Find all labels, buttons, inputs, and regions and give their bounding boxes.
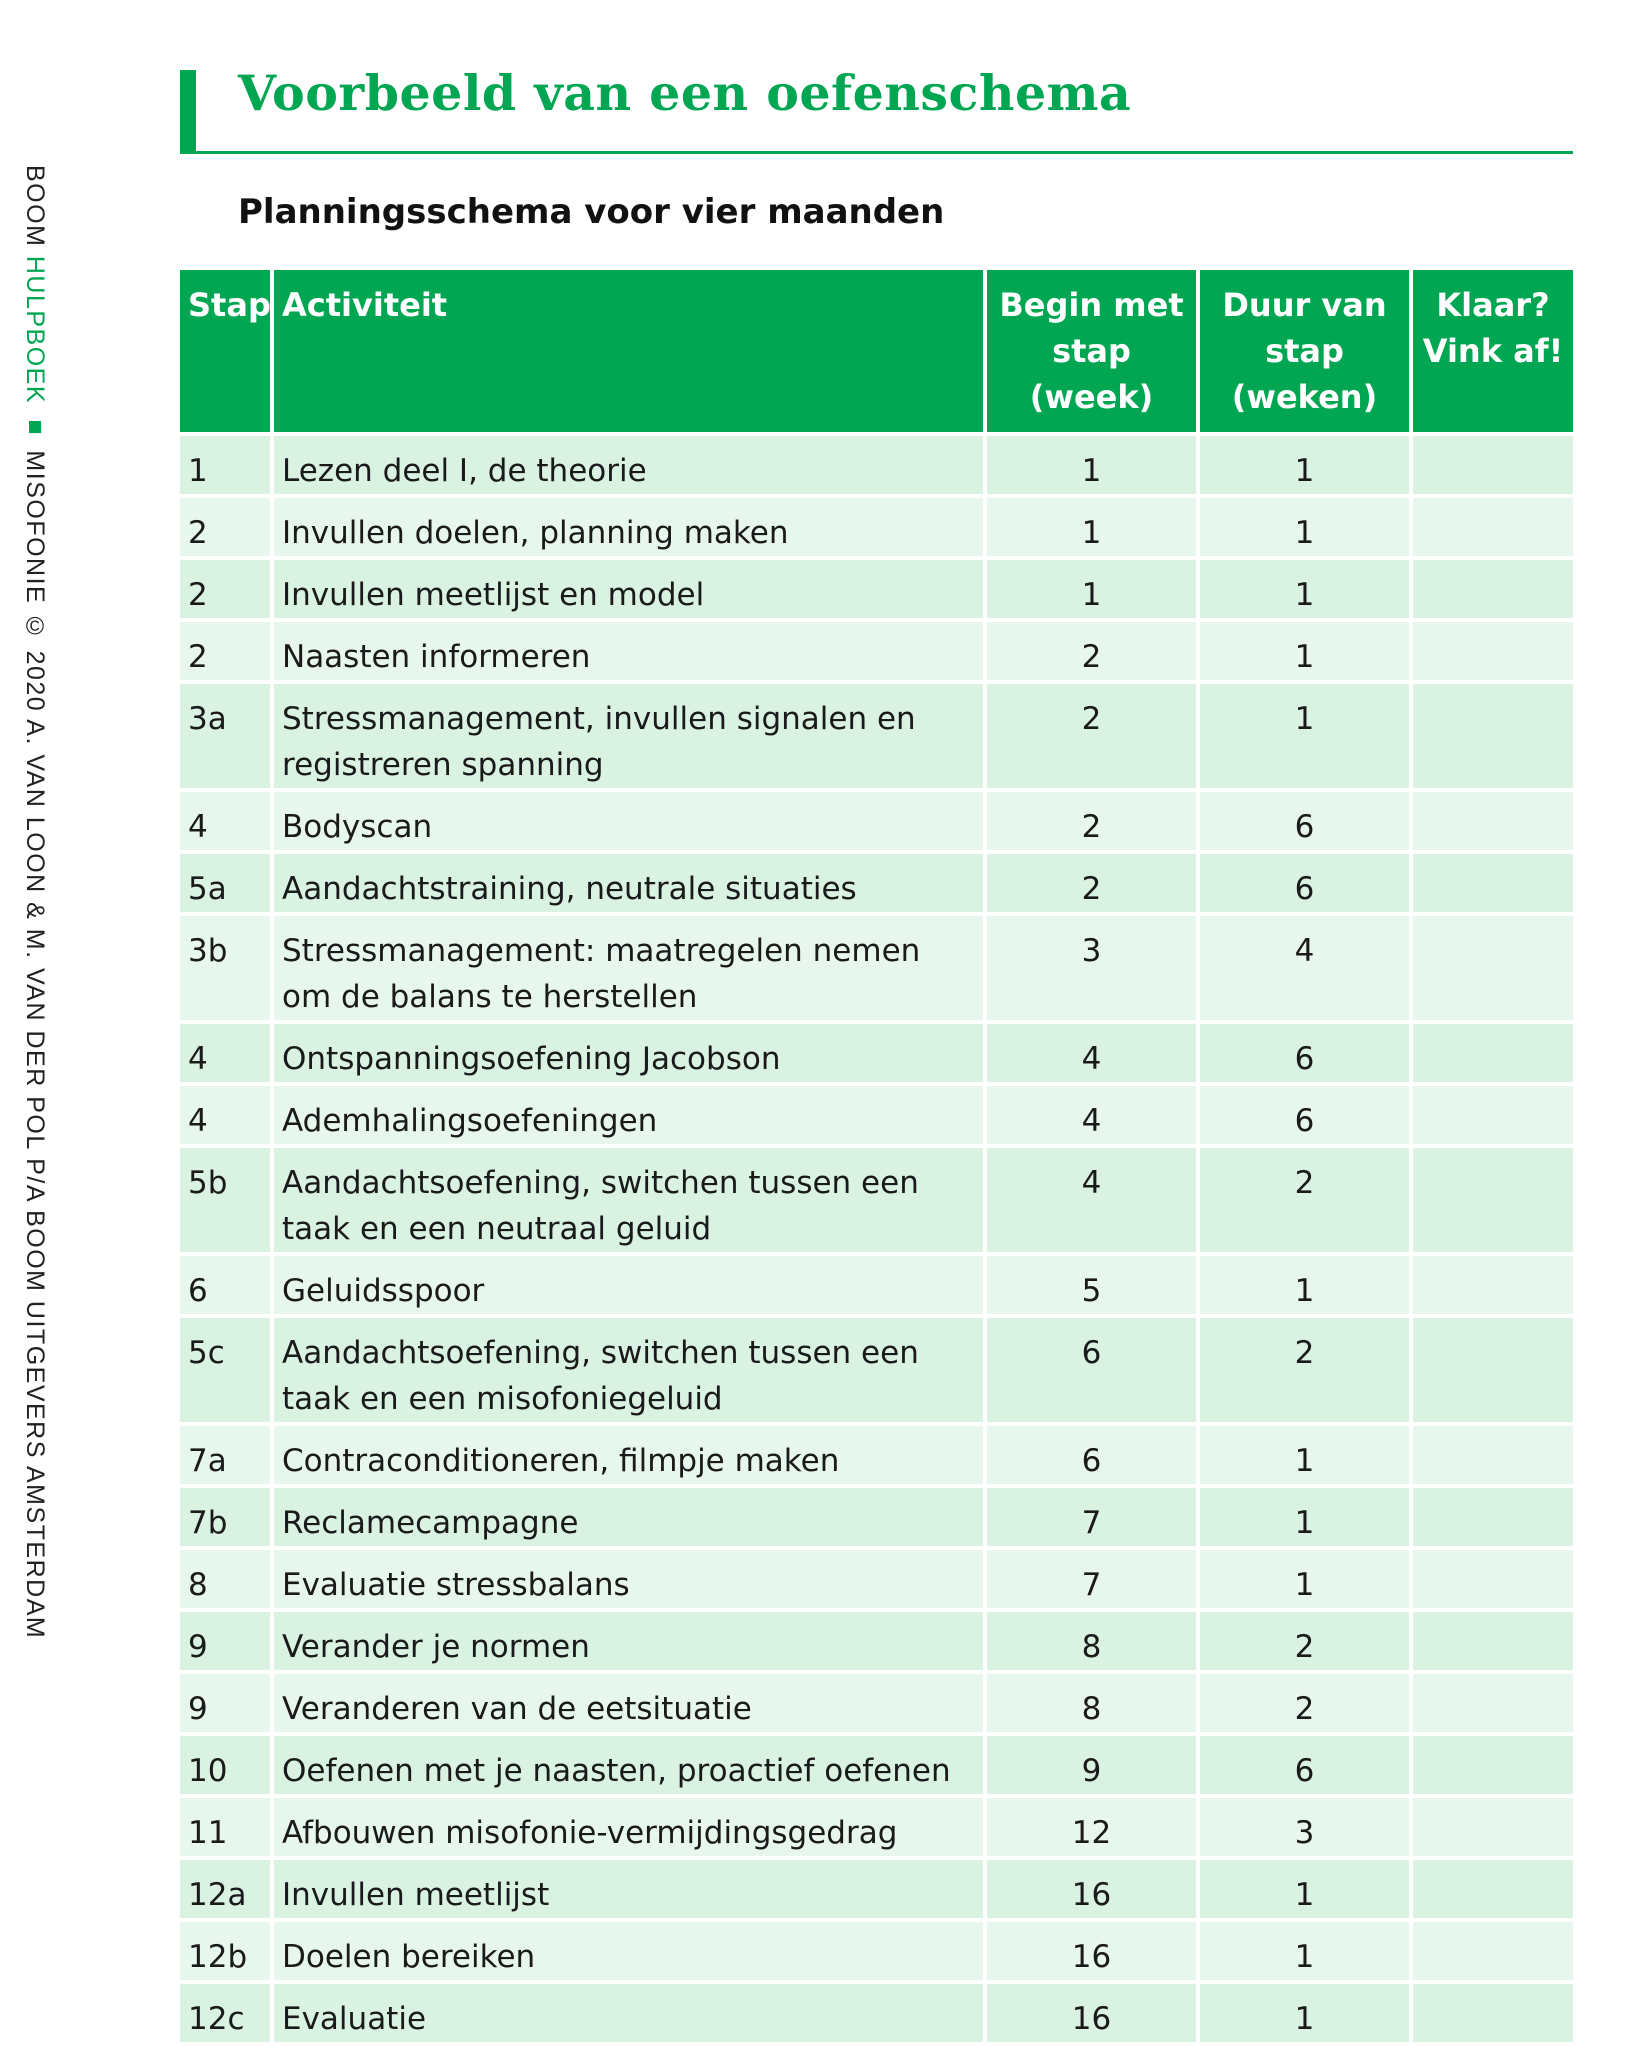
cell-stap: 7a bbox=[180, 1424, 272, 1486]
header-begin: Begin met stap (week) bbox=[985, 270, 1198, 434]
table-row bbox=[180, 434, 1573, 496]
side-text-separator: ■ bbox=[21, 404, 49, 451]
cell-klaar-checkbox[interactable] bbox=[1411, 1022, 1573, 1084]
cell-activiteit: Evaluatie bbox=[272, 1982, 985, 2044]
cell-activiteit: Evaluatie stressbalans bbox=[272, 1548, 985, 1610]
cell-stap: 3b bbox=[180, 914, 272, 1022]
cell-stap: 2 bbox=[180, 558, 272, 620]
cell-begin: 16 bbox=[985, 1982, 1198, 2044]
cell-begin: 7 bbox=[985, 1548, 1198, 1610]
cell-klaar-checkbox[interactable] bbox=[1411, 1920, 1573, 1982]
cell-stap: 9 bbox=[180, 1610, 272, 1672]
table-subtitle: Planningsschema voor vier maanden bbox=[238, 192, 945, 232]
cell-begin: 3 bbox=[985, 914, 1198, 1022]
table-row bbox=[180, 1734, 1573, 1796]
cell-stap: 6 bbox=[180, 1254, 272, 1316]
cell-klaar-checkbox[interactable] bbox=[1411, 1146, 1573, 1254]
cell-klaar-checkbox[interactable] bbox=[1411, 682, 1573, 790]
table-row bbox=[180, 1796, 1573, 1858]
table-row bbox=[180, 1672, 1573, 1734]
header-stap: Stap bbox=[180, 270, 272, 434]
cell-klaar-checkbox[interactable] bbox=[1411, 434, 1573, 496]
cell-begin: 2 bbox=[985, 852, 1198, 914]
cell-klaar-checkbox[interactable] bbox=[1411, 852, 1573, 914]
cell-activiteit: Stressmanagement, invullen signalen en registreren spanning bbox=[272, 682, 985, 790]
cell-duur: 2 bbox=[1198, 1146, 1411, 1254]
table-row bbox=[180, 496, 1573, 558]
cell-klaar-checkbox[interactable] bbox=[1411, 1254, 1573, 1316]
cell-duur: 2 bbox=[1198, 1316, 1411, 1424]
header-klaar: Klaar? Vink af! bbox=[1411, 270, 1573, 434]
cell-duur: 1 bbox=[1198, 1254, 1411, 1316]
cell-stap: 3a bbox=[180, 682, 272, 790]
cell-activiteit: Invullen meetlijst en model bbox=[272, 558, 985, 620]
cell-activiteit: Oefenen met je naasten, proactief oefenen bbox=[272, 1734, 985, 1796]
cell-klaar-checkbox[interactable] bbox=[1411, 1424, 1573, 1486]
cell-begin: 16 bbox=[985, 1858, 1198, 1920]
table-header-row bbox=[180, 270, 1573, 434]
table-row bbox=[180, 852, 1573, 914]
cell-begin: 8 bbox=[985, 1672, 1198, 1734]
cell-begin: 4 bbox=[985, 1022, 1198, 1084]
cell-activiteit: Geluidsspoor bbox=[272, 1254, 985, 1316]
cell-stap: 4 bbox=[180, 790, 272, 852]
cell-stap: 4 bbox=[180, 1022, 272, 1084]
cell-begin: 7 bbox=[985, 1486, 1198, 1548]
cell-klaar-checkbox[interactable] bbox=[1411, 1486, 1573, 1548]
cell-activiteit: Contraconditioneren, filmpje maken bbox=[272, 1424, 985, 1486]
cell-klaar-checkbox[interactable] bbox=[1411, 620, 1573, 682]
cell-begin: 2 bbox=[985, 620, 1198, 682]
cell-stap: 5c bbox=[180, 1316, 272, 1424]
table-row bbox=[180, 1982, 1573, 2044]
side-text-copyright: MISOFONIE © 2020 A. VAN LOON & M. VAN DER POL P/A BOOM UITGEVERS AMSTERDAM bbox=[21, 450, 49, 1640]
cell-klaar-checkbox[interactable] bbox=[1411, 1610, 1573, 1672]
cell-begin: 6 bbox=[985, 1316, 1198, 1424]
cell-duur: 6 bbox=[1198, 790, 1411, 852]
cell-stap: 5a bbox=[180, 852, 272, 914]
table-body bbox=[180, 434, 1573, 2044]
cell-klaar-checkbox[interactable] bbox=[1411, 1982, 1573, 2044]
table-row bbox=[180, 790, 1573, 852]
cell-activiteit: Naasten informeren bbox=[272, 620, 985, 682]
cell-duur: 1 bbox=[1198, 496, 1411, 558]
table-row bbox=[180, 1022, 1573, 1084]
cell-stap: 1 bbox=[180, 434, 272, 496]
title-underline bbox=[180, 151, 1573, 154]
cell-klaar-checkbox[interactable] bbox=[1411, 1858, 1573, 1920]
cell-begin: 1 bbox=[985, 434, 1198, 496]
cell-activiteit: Lezen deel I, de theorie bbox=[272, 434, 985, 496]
table-row bbox=[180, 1610, 1573, 1672]
side-text-boom: BOOM bbox=[21, 165, 49, 256]
cell-duur: 1 bbox=[1198, 1424, 1411, 1486]
cell-klaar-checkbox[interactable] bbox=[1411, 1316, 1573, 1424]
cell-stap: 10 bbox=[180, 1734, 272, 1796]
cell-stap: 11 bbox=[180, 1796, 272, 1858]
cell-begin: 2 bbox=[985, 682, 1198, 790]
cell-begin: 2 bbox=[985, 790, 1198, 852]
cell-activiteit: Ontspanningsoefening Jacobson bbox=[272, 1022, 985, 1084]
cell-activiteit: Ademhalingsoefeningen bbox=[272, 1084, 985, 1146]
cell-stap: 12c bbox=[180, 1982, 272, 2044]
cell-activiteit: Aandachtstraining, neutrale situaties bbox=[272, 852, 985, 914]
cell-duur: 1 bbox=[1198, 682, 1411, 790]
cell-begin: 1 bbox=[985, 496, 1198, 558]
cell-begin: 16 bbox=[985, 1920, 1198, 1982]
cell-duur: 1 bbox=[1198, 620, 1411, 682]
page-title: Voorbeeld van een oefenschema bbox=[238, 64, 1132, 122]
cell-duur: 6 bbox=[1198, 1084, 1411, 1146]
cell-duur: 1 bbox=[1198, 1486, 1411, 1548]
cell-begin: 4 bbox=[985, 1146, 1198, 1254]
cell-begin: 8 bbox=[985, 1610, 1198, 1672]
table-row bbox=[180, 682, 1573, 790]
cell-klaar-checkbox[interactable] bbox=[1411, 1672, 1573, 1734]
table-row bbox=[180, 1424, 1573, 1486]
table-row bbox=[180, 1548, 1573, 1610]
cell-duur: 2 bbox=[1198, 1610, 1411, 1672]
cell-begin: 1 bbox=[985, 558, 1198, 620]
cell-activiteit: Aandachtsoefening, switchen tussen een taak en een misofoniegeluid bbox=[272, 1316, 985, 1424]
cell-activiteit: Stressmanagement: maatregelen nemen om de balans te herstellen bbox=[272, 914, 985, 1022]
cell-klaar-checkbox[interactable] bbox=[1411, 1796, 1573, 1858]
header-duur: Duur van stap (weken) bbox=[1198, 270, 1411, 434]
cell-duur: 2 bbox=[1198, 1672, 1411, 1734]
cell-activiteit: Invullen doelen, planning maken bbox=[272, 496, 985, 558]
table-row bbox=[180, 558, 1573, 620]
cell-klaar-checkbox[interactable] bbox=[1411, 1734, 1573, 1796]
table-row bbox=[180, 1146, 1573, 1254]
cell-klaar-checkbox[interactable] bbox=[1411, 1548, 1573, 1610]
table-row bbox=[180, 1084, 1573, 1146]
cell-duur: 6 bbox=[1198, 1734, 1411, 1796]
cell-activiteit: Invullen meetlijst bbox=[272, 1858, 985, 1920]
cell-stap: 12a bbox=[180, 1858, 272, 1920]
cell-duur: 4 bbox=[1198, 914, 1411, 1022]
cell-begin: 5 bbox=[985, 1254, 1198, 1316]
cell-begin: 6 bbox=[985, 1424, 1198, 1486]
cell-begin: 9 bbox=[985, 1734, 1198, 1796]
cell-stap: 7b bbox=[180, 1486, 272, 1548]
cell-activiteit: Aandachtsoefening, switchen tussen een taak en een neutraal geluid bbox=[272, 1146, 985, 1254]
table-row bbox=[180, 620, 1573, 682]
cell-activiteit: Bodyscan bbox=[272, 790, 985, 852]
cell-duur: 1 bbox=[1198, 434, 1411, 496]
cell-duur: 1 bbox=[1198, 558, 1411, 620]
cell-stap: 5b bbox=[180, 1146, 272, 1254]
cell-duur: 1 bbox=[1198, 1548, 1411, 1610]
header-activiteit: Activiteit bbox=[272, 270, 985, 434]
table-row bbox=[180, 914, 1573, 1022]
table-row bbox=[180, 1486, 1573, 1548]
cell-stap: 8 bbox=[180, 1548, 272, 1610]
cell-activiteit: Verander je normen bbox=[272, 1610, 985, 1672]
planning-table bbox=[180, 270, 1573, 2046]
cell-klaar-checkbox[interactable] bbox=[1411, 914, 1573, 1022]
table-row bbox=[180, 1920, 1573, 1982]
table-row bbox=[180, 1316, 1573, 1424]
side-text-hulpboek: HULPBOEK bbox=[21, 255, 49, 405]
cell-duur: 6 bbox=[1198, 1022, 1411, 1084]
cell-duur: 6 bbox=[1198, 852, 1411, 914]
cell-klaar-checkbox[interactable] bbox=[1411, 496, 1573, 558]
cell-duur: 3 bbox=[1198, 1796, 1411, 1858]
cell-klaar-checkbox[interactable] bbox=[1411, 790, 1573, 852]
cell-activiteit: Doelen bereiken bbox=[272, 1920, 985, 1982]
cell-duur: 1 bbox=[1198, 1858, 1411, 1920]
table-row bbox=[180, 1858, 1573, 1920]
cell-begin: 12 bbox=[985, 1796, 1198, 1858]
title-accent-bar bbox=[180, 70, 196, 154]
cell-duur: 1 bbox=[1198, 1920, 1411, 1982]
cell-klaar-checkbox[interactable] bbox=[1411, 1084, 1573, 1146]
cell-stap: 4 bbox=[180, 1084, 272, 1146]
cell-activiteit: Afbouwen misofonie-vermijdingsgedrag bbox=[272, 1796, 985, 1858]
cell-stap: 12b bbox=[180, 1920, 272, 1982]
cell-stap: 9 bbox=[180, 1672, 272, 1734]
cell-activiteit: Veranderen van de eetsituatie bbox=[272, 1672, 985, 1734]
cell-activiteit: Reclamecampagne bbox=[272, 1486, 985, 1548]
side-copyright-text bbox=[20, 165, 49, 1639]
cell-begin: 4 bbox=[985, 1084, 1198, 1146]
cell-klaar-checkbox[interactable] bbox=[1411, 558, 1573, 620]
cell-duur: 1 bbox=[1198, 1982, 1411, 2044]
cell-stap: 2 bbox=[180, 496, 272, 558]
cell-stap: 2 bbox=[180, 620, 272, 682]
table-row bbox=[180, 1254, 1573, 1316]
